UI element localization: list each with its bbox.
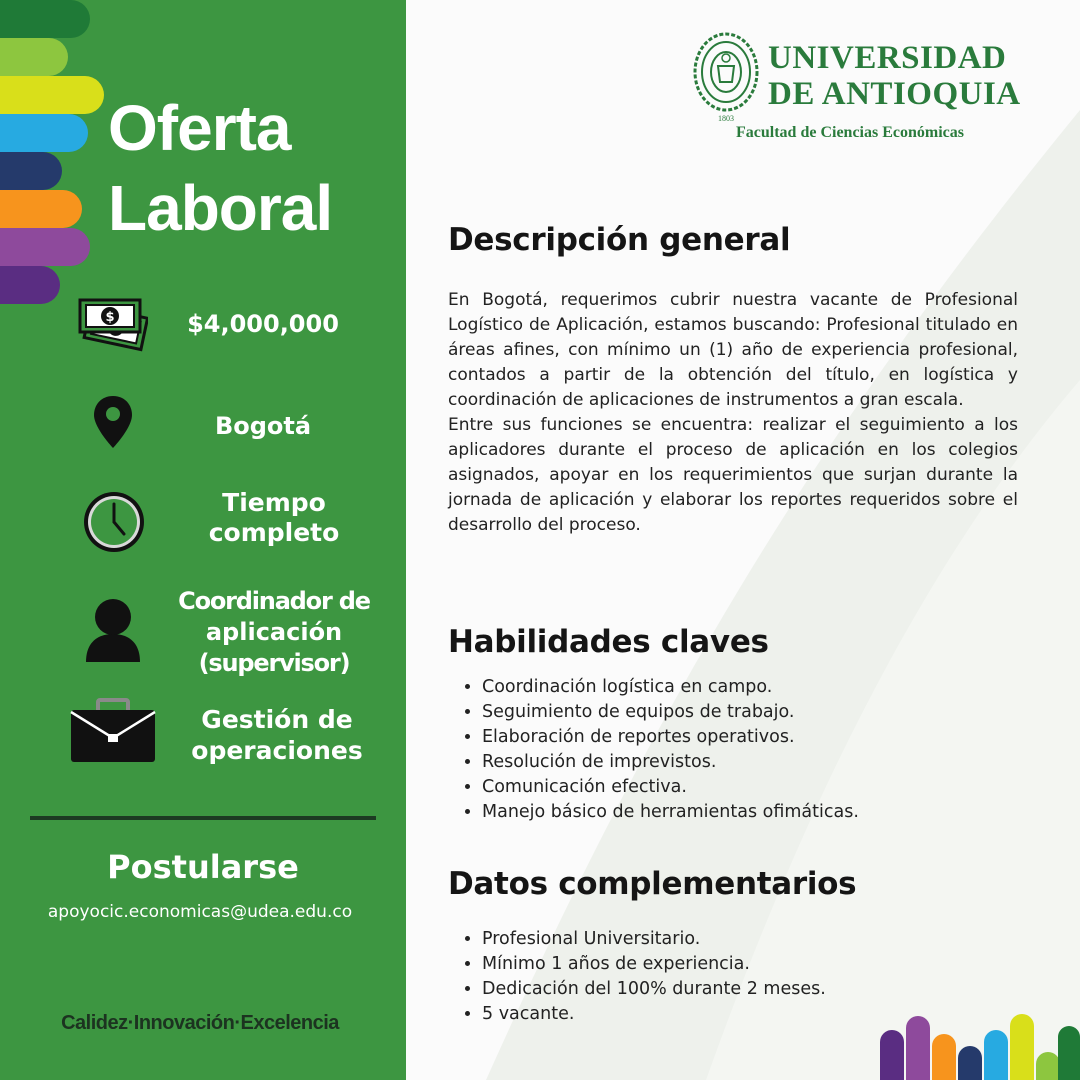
- money-icon: [78, 296, 148, 356]
- extra-list: [448, 927, 826, 1027]
- skills-list: [448, 675, 859, 825]
- background-swoosh: [406, 0, 1080, 1080]
- apply-email-link[interactable]: apoyocic.economicas@udea.edu.co: [47, 902, 353, 922]
- color-stripe: [0, 190, 82, 228]
- decorative-bar: [1010, 1014, 1034, 1080]
- location-value: Bogotá: [214, 412, 312, 440]
- color-stripe: [0, 114, 88, 152]
- list-item: • Elaboración de reportes operativos.: [482, 725, 859, 750]
- role-line: (supervisor): [198, 649, 350, 677]
- description-paragraph: En Bogotá, requerimos cubrir nuestra vacante de Profesional Logístico de Aplicación, estamos buscando: Profesional titulado en áreas afines, con mínimo un (1) año de experiencia profesional, contados a partir de la obtención del título, en logística y coordinación de aplicaciones de instrumentos a gran escala.: [448, 290, 1018, 410]
- title-line: Oferta: [108, 92, 291, 164]
- page-title: [108, 88, 332, 248]
- university-name: DE ANTIOQUIA: [768, 76, 1021, 112]
- area-value: [182, 704, 372, 766]
- university-name: UNIVERSIDAD: [768, 40, 1007, 76]
- list-item: • Resolución de imprevistos.: [482, 750, 859, 775]
- schedule-line: completo: [208, 518, 340, 547]
- left-panel: [0, 0, 406, 1080]
- list-item: • Dedicación del 100% durante 2 meses.: [482, 977, 826, 1002]
- list-item: • Comunicación efectiva.: [482, 775, 859, 800]
- section-heading: Datos complementarios: [448, 866, 857, 902]
- list-item: • Coordinación logística en campo.: [482, 675, 859, 700]
- color-stripe: [0, 228, 90, 266]
- salary-value: $4,000,000: [187, 310, 339, 338]
- color-stripe: [0, 38, 68, 76]
- section-heading: Habilidades claves: [448, 624, 769, 660]
- list-item: • 5 vacante.: [482, 1002, 826, 1027]
- area-line: Gestión de: [201, 705, 353, 734]
- color-stripe: [0, 152, 62, 190]
- university-seal-icon: [692, 32, 760, 122]
- color-stripe: [0, 76, 104, 114]
- apply-heading: Postularse: [107, 848, 299, 886]
- list-item: • Profesional Universitario.: [482, 927, 826, 952]
- faculty-name: Facultad de Ciencias Económicas: [736, 124, 964, 141]
- location-pin-icon: [92, 394, 134, 450]
- list-item: • Seguimiento de equipos de trabajo.: [482, 700, 859, 725]
- list-item: • Mínimo 1 años de experiencia.: [482, 952, 826, 977]
- title-line: Laboral: [108, 172, 333, 244]
- schedule-value: [186, 488, 362, 548]
- motto: Calidez·Innovación·Excelencia: [61, 1012, 339, 1034]
- clock-icon: [82, 490, 146, 554]
- person-icon: [84, 598, 142, 664]
- list-item: • Manejo básico de herramientas ofimáticas.: [482, 800, 859, 825]
- role-value: [176, 586, 372, 679]
- decorative-bar: [906, 1016, 930, 1080]
- color-stripe: [0, 266, 60, 304]
- divider: [30, 816, 376, 820]
- svg-text:$: $: [105, 310, 115, 325]
- color-stripe: [0, 0, 90, 38]
- schedule-line: Tiempo: [222, 488, 326, 517]
- role-line: Coordinador de: [178, 587, 370, 615]
- description-text: [448, 288, 1018, 538]
- briefcase-icon: [70, 698, 156, 764]
- decorative-bar: [984, 1030, 1008, 1080]
- decorative-bar: [958, 1046, 982, 1080]
- decorative-bar: [1058, 1026, 1080, 1080]
- decorative-bar: [880, 1030, 904, 1080]
- decorative-bar: [932, 1034, 956, 1080]
- decorative-bar: [1036, 1052, 1060, 1080]
- role-line: aplicación: [205, 618, 343, 646]
- seal-year: 1803: [718, 114, 734, 122]
- description-paragraph: Entre sus funciones se encuentra: realizar el seguimiento a los aplicadores durante el proceso de aplicación en los colegios asignados, apoyar en los requerimientos que surjan durante la jornada de aplicación y elaborar los reportes requeridos sobre el desarrollo del proceso.: [448, 415, 1018, 535]
- area-line: operaciones: [191, 736, 363, 765]
- section-heading: Descripción general: [448, 222, 791, 258]
